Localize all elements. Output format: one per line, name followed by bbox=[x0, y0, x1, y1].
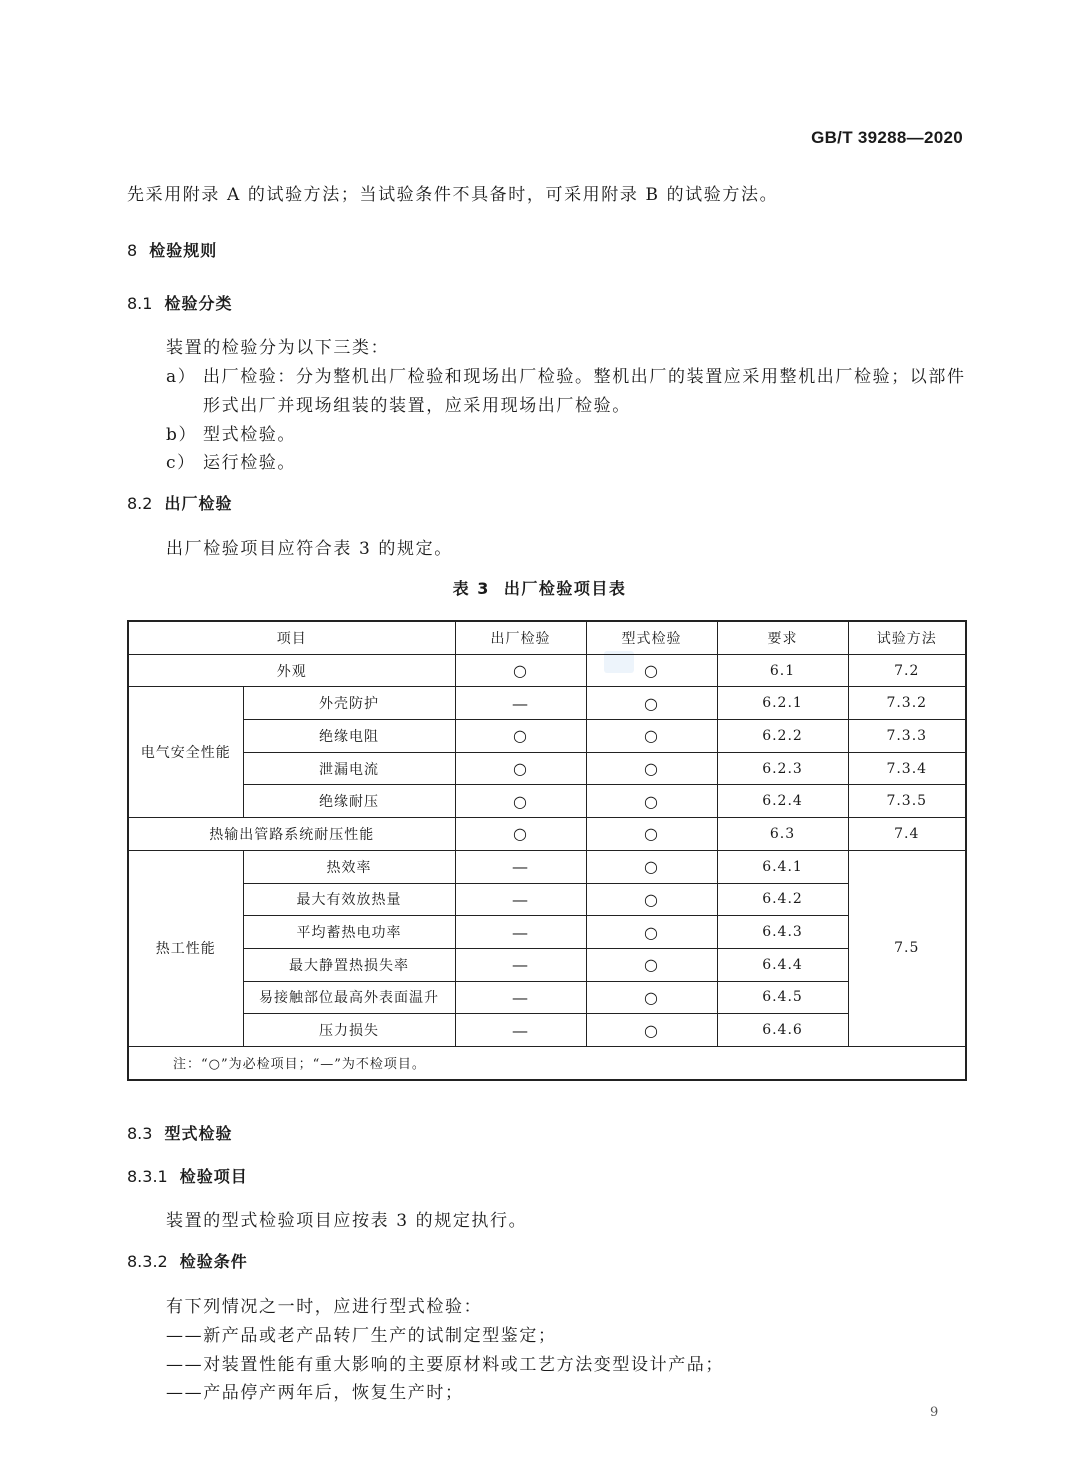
list-item-b-text: 型式检验。 bbox=[203, 425, 296, 445]
section-title: 检验规则 bbox=[149, 241, 218, 260]
cell-type: ○ bbox=[586, 916, 717, 949]
cell-factory: — bbox=[455, 1014, 586, 1047]
section-8-2-heading bbox=[127, 491, 232, 514]
header-item: 项目 bbox=[128, 621, 455, 654]
section-number: 8.2 bbox=[127, 494, 153, 513]
header-method: 试验方法 bbox=[848, 621, 966, 654]
table-note: 注：“○”为必检项目；“—”为不检项目。 bbox=[128, 1046, 966, 1079]
cell-method: 7.3.2 bbox=[848, 687, 966, 720]
table-label: 表 3 bbox=[452, 579, 490, 598]
conditions-lead: 有下列情况之一时，应进行型式检验： bbox=[166, 1297, 483, 1317]
table-row bbox=[128, 785, 966, 818]
cell-method: 7.4 bbox=[848, 818, 966, 851]
group-electrical: 电气安全性能 bbox=[128, 687, 243, 818]
table-row bbox=[128, 654, 966, 687]
cell-requirement: 6.2.4 bbox=[717, 785, 848, 818]
cell-requirement: 6.2.2 bbox=[717, 720, 848, 753]
cell-item: 最大有效放热量 bbox=[243, 883, 455, 916]
table-row bbox=[128, 981, 966, 1014]
factory-inspection-text: 出厂检验项目应符合表 3 的规定。 bbox=[166, 539, 453, 559]
table-row bbox=[128, 1014, 966, 1047]
cell-type: ○ bbox=[586, 654, 717, 687]
cell-requirement: 6.4.4 bbox=[717, 948, 848, 981]
cell-item: 易接触部位最高外表面温升 bbox=[243, 981, 455, 1014]
cell-requirement: 6.4.3 bbox=[717, 916, 848, 949]
section-title: 检验分类 bbox=[164, 294, 233, 313]
cell-type: ○ bbox=[586, 687, 717, 720]
table-note-row bbox=[128, 1046, 966, 1079]
cell-type: ○ bbox=[586, 883, 717, 916]
section-8-1-heading bbox=[127, 291, 232, 314]
table-caption: 出厂检验项目表 bbox=[503, 579, 627, 598]
list-item-c-mark: c） bbox=[166, 453, 196, 473]
list-item-a-line1: 出厂检验：分为整机出厂检验和现场出厂检验。整机出厂的装置应采用整机出厂检验；以部件 bbox=[203, 367, 966, 387]
section-number: 8.3 bbox=[127, 1124, 153, 1143]
table-row bbox=[128, 883, 966, 916]
cell-item: 平均蓄热电功率 bbox=[243, 916, 455, 949]
cell-factory: — bbox=[455, 948, 586, 981]
cell-requirement: 6.2.1 bbox=[717, 687, 848, 720]
cell-factory: ○ bbox=[455, 785, 586, 818]
section-title: 检验条件 bbox=[179, 1252, 248, 1271]
cell-factory: — bbox=[455, 981, 586, 1014]
cell-factory: — bbox=[455, 883, 586, 916]
cell-type: ○ bbox=[586, 752, 717, 785]
page-number: 9 bbox=[930, 1405, 939, 1420]
cell-type: ○ bbox=[586, 850, 717, 883]
table-header-row bbox=[128, 621, 966, 654]
cell-method: 7.3.5 bbox=[848, 785, 966, 818]
condition-item: ——新产品或老产品转厂生产的试制定型鉴定； bbox=[166, 1326, 557, 1346]
section-8-3-1-heading bbox=[127, 1164, 248, 1187]
header-requirement: 要求 bbox=[717, 621, 848, 654]
header-type: 型式检验 bbox=[586, 621, 717, 654]
cell-type: ○ bbox=[586, 1014, 717, 1047]
section-number: 8.3.2 bbox=[127, 1252, 168, 1271]
standard-code: GB/T 39288—2020 bbox=[811, 128, 963, 147]
table-title bbox=[0, 576, 1079, 599]
section-8-3-2-heading bbox=[127, 1249, 248, 1272]
cell-factory: ○ bbox=[455, 654, 586, 687]
header-factory: 出厂检验 bbox=[455, 621, 586, 654]
cell-factory: — bbox=[455, 916, 586, 949]
cell-item: 绝缘耐压 bbox=[243, 785, 455, 818]
table-row bbox=[128, 720, 966, 753]
table-row bbox=[128, 948, 966, 981]
cell-item: 绝缘电阻 bbox=[243, 720, 455, 753]
cell-requirement: 6.4.2 bbox=[717, 883, 848, 916]
cell-item: 热效率 bbox=[243, 850, 455, 883]
section-number: 8 bbox=[127, 241, 138, 260]
table-row bbox=[128, 916, 966, 949]
list-item-a-mark: a） bbox=[166, 367, 197, 387]
cell-item: 泄漏电流 bbox=[243, 752, 455, 785]
list-item-a-line2: 形式出厂并现场组装的装置，应采用现场出厂检验。 bbox=[203, 396, 631, 416]
cell-requirement: 6.4.1 bbox=[717, 850, 848, 883]
cell-factory: — bbox=[455, 850, 586, 883]
cell-method: 7.5 bbox=[848, 850, 966, 1046]
cell-requirement: 6.4.6 bbox=[717, 1014, 848, 1047]
cell-requirement: 6.4.5 bbox=[717, 981, 848, 1014]
cell-method: 7.3.4 bbox=[848, 752, 966, 785]
list-item-c-text: 运行检验。 bbox=[203, 453, 296, 473]
cell-type: ○ bbox=[586, 720, 717, 753]
section-title: 型式检验 bbox=[164, 1124, 233, 1143]
section-number: 8.1 bbox=[127, 294, 153, 313]
cell-item: 外壳防护 bbox=[243, 687, 455, 720]
cell-method: 7.2 bbox=[848, 654, 966, 687]
cell-type: ○ bbox=[586, 948, 717, 981]
section-title: 出厂检验 bbox=[164, 494, 233, 513]
table-row bbox=[128, 687, 966, 720]
section-8-heading bbox=[127, 238, 217, 261]
classification-lead: 装置的检验分为以下三类： bbox=[166, 338, 390, 358]
cell-type: ○ bbox=[586, 818, 717, 851]
cell-type: ○ bbox=[586, 981, 717, 1014]
cell-requirement: 6.1 bbox=[717, 654, 848, 687]
type-inspection-text: 装置的型式检验项目应按表 3 的规定执行。 bbox=[166, 1211, 528, 1231]
table-row bbox=[128, 818, 966, 851]
group-thermal: 热工性能 bbox=[128, 850, 243, 1046]
cell-method: 7.3.3 bbox=[848, 720, 966, 753]
cell-factory: ○ bbox=[455, 818, 586, 851]
cell-factory: ○ bbox=[455, 720, 586, 753]
section-8-3-heading bbox=[127, 1121, 232, 1144]
condition-item: ——对装置性能有重大影响的主要原材料或工艺方法变型设计产品； bbox=[166, 1355, 724, 1375]
cell-item: 外观 bbox=[128, 654, 455, 687]
section-title: 检验项目 bbox=[179, 1167, 248, 1186]
inspection-table bbox=[127, 620, 967, 1081]
condition-item: ——产品停产两年后，恢复生产时； bbox=[166, 1383, 464, 1403]
intro-line: 先采用附录 A 的试验方法；当试验条件不具备时，可采用附录 B 的试验方法。 bbox=[127, 185, 779, 205]
cell-type: ○ bbox=[586, 785, 717, 818]
table-row bbox=[128, 752, 966, 785]
cell-item: 最大静置热损失率 bbox=[243, 948, 455, 981]
cell-requirement: 6.2.3 bbox=[717, 752, 848, 785]
table-row bbox=[128, 850, 966, 883]
cell-factory: ○ bbox=[455, 752, 586, 785]
list-item-b-mark: b） bbox=[166, 425, 198, 445]
cell-factory: — bbox=[455, 687, 586, 720]
cell-item: 热输出管路系统耐压性能 bbox=[128, 818, 455, 851]
section-number: 8.3.1 bbox=[127, 1167, 168, 1186]
cell-item: 压力损失 bbox=[243, 1014, 455, 1047]
cell-requirement: 6.3 bbox=[717, 818, 848, 851]
